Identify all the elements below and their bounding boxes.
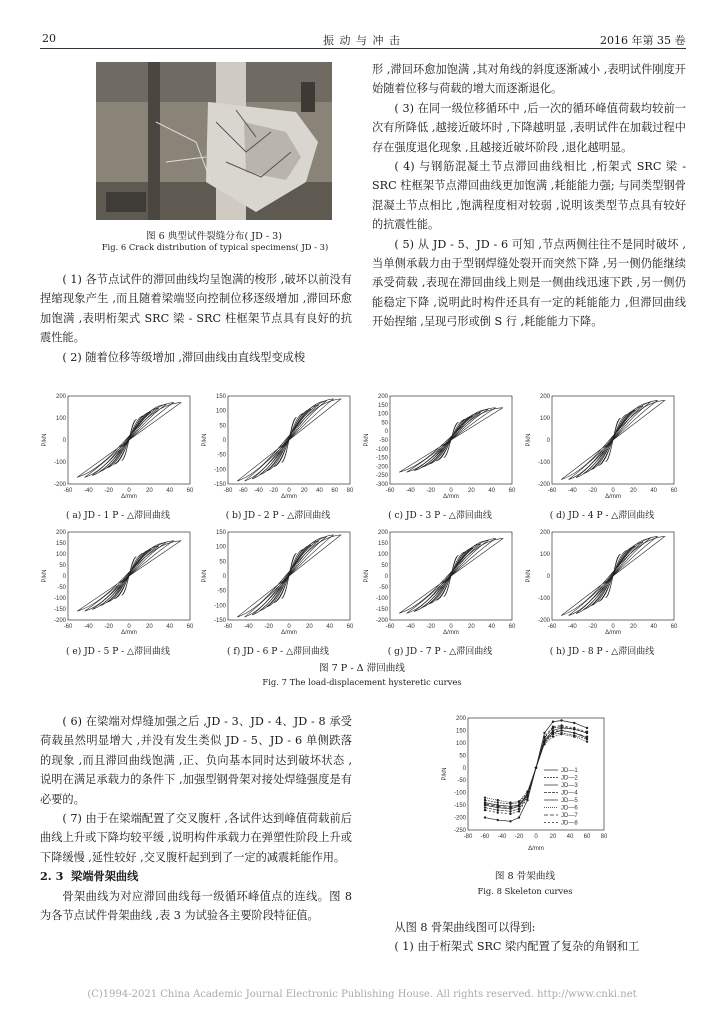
x-tick-label: -40: [497, 834, 507, 840]
skeleton-point: [484, 806, 486, 808]
panel-label-6: ( f) JD - 6 P - △滞回曲线: [227, 647, 329, 657]
skeleton-point: [586, 730, 588, 732]
x-tick-label: 60: [346, 624, 354, 630]
x-tick-label: -40: [567, 624, 577, 630]
crack-photo: [96, 62, 332, 220]
y-tick-label: -100: [213, 467, 226, 474]
skeleton-point: [535, 767, 537, 769]
skeleton-point: [543, 732, 545, 734]
skeleton-point: [586, 740, 588, 742]
hysteresis-svg-8: [524, 528, 679, 636]
figure8-caption-cn: 图 8 骨架曲线: [494, 871, 556, 882]
skeleton-point: [552, 730, 554, 732]
paragraph-6: ( 6) 在梁端对焊缝加强之后 ,JD - 3、JD - 4、JD - 8 承受荷载虽然明显增大 ,并没有发生类似 JD - 5、JD - 6 单侧跌落的现象 ,而且滞回曲线饱满 ,正、负向基本同时达到破坏状态 ,说明在满足承载力的条件下 ,加强型钢骨架对接处焊缝强度是有必要的。: [40, 715, 352, 806]
y-tick-label: -100: [537, 596, 550, 602]
y-tick-label: 50: [219, 423, 226, 430]
x-axis-label: Δ/mm: [605, 630, 621, 636]
skeleton-point: [586, 727, 588, 729]
y-tick-label: -200: [537, 482, 550, 488]
x-tick-label: 80: [346, 488, 354, 494]
figure7-caption-en: Fig. 7 The load-displacement hysteretic curves: [262, 677, 462, 687]
paragraph-10: ( 1) 由于桁架式 SRC 梁内配置了复杂的角钢和工: [394, 940, 640, 954]
x-tick-label: -60: [480, 834, 490, 840]
legend-label: JD—8: [561, 820, 578, 827]
hysteresis-panel-3: [362, 392, 517, 510]
x-tick-label: 60: [508, 624, 516, 630]
y-tick-label: -150: [213, 618, 226, 624]
x-tick-label: 20: [300, 488, 308, 494]
x-tick-label: 0: [534, 834, 538, 840]
x-tick-label: -20: [426, 624, 436, 630]
y-tick-label: 0: [62, 574, 66, 580]
hysteresis-svg-4: [524, 392, 679, 500]
x-tick-label: 20: [145, 624, 153, 630]
y-tick-label: -50: [457, 778, 466, 785]
figure6-caption-en: Fig. 6 Crack distribution of typical specimens( JD - 3): [101, 242, 329, 252]
y-tick-label: 150: [455, 728, 466, 735]
hysteresis-loop: [77, 541, 181, 611]
x-tick-label: 0: [449, 624, 453, 630]
x-tick-label: 60: [186, 488, 194, 494]
hysteresis-panel-4: [524, 392, 679, 510]
x-tick-label: 20: [305, 624, 313, 630]
y-tick-label: 0: [384, 429, 388, 436]
y-axis-label: P/kN: [526, 569, 532, 583]
skeleton-point: [552, 726, 554, 728]
legend-label: JD—6: [561, 805, 578, 812]
x-tick-label: -80: [223, 488, 233, 494]
y-tick-label: 50: [219, 559, 226, 566]
hysteresis-panel-5: [40, 528, 195, 646]
skeleton-point: [543, 743, 545, 745]
hysteresis-panel-8: [524, 528, 679, 646]
x-tick-label: 40: [166, 488, 174, 494]
y-tick-label: -200: [375, 618, 388, 624]
y-tick-label: -150: [375, 455, 388, 462]
x-tick-label: 20: [467, 624, 475, 630]
x-tick-label: -40: [83, 488, 93, 494]
y-axis-label: P/kN: [42, 433, 48, 447]
x-tick-label: -40: [567, 488, 577, 494]
y-axis-label: P/kN: [442, 767, 448, 781]
panel-label-4: ( d) JD - 4 P - △滞回曲线: [549, 511, 655, 521]
skeleton-point: [560, 724, 562, 726]
journal-title: 振 动 与 冲 击: [323, 34, 401, 47]
y-tick-label: 150: [377, 402, 388, 409]
y-axis-label: P/kN: [202, 433, 208, 447]
x-tick-label: -60: [63, 624, 73, 630]
skeleton-point: [560, 719, 562, 721]
x-tick-label: 0: [127, 488, 131, 494]
skeleton-point: [573, 732, 575, 734]
x-tick-label: 0: [449, 488, 453, 494]
y-tick-label: -250: [375, 473, 388, 480]
figure8-chart: [440, 712, 610, 852]
skeleton-point: [526, 796, 528, 798]
y-tick-label: 100: [215, 408, 226, 415]
legend-label: JD—3: [561, 783, 578, 789]
issue-label: 2016 年第 35 卷: [600, 34, 686, 47]
panel-label-3: ( c) JD - 3 P - △滞回曲线: [388, 511, 492, 521]
x-tick-label: 0: [287, 488, 291, 494]
hysteresis-panel-7: [362, 528, 517, 646]
skeleton-point: [552, 721, 554, 723]
y-tick-label: -150: [213, 482, 226, 488]
section-heading: [40, 867, 352, 886]
x-tick-label: -60: [63, 488, 73, 494]
skeleton-point: [518, 804, 520, 806]
x-tick-label: -80: [463, 834, 473, 840]
y-tick-label: 200: [55, 394, 66, 400]
y-tick-label: 0: [222, 574, 226, 580]
x-axis-label: Δ/mm: [528, 846, 544, 852]
y-tick-label: 100: [215, 544, 226, 551]
x-tick-label: 0: [611, 624, 615, 630]
skeleton-point: [509, 801, 511, 803]
legend-label: JD—7: [561, 813, 578, 819]
hysteresis-svg-2: [200, 392, 355, 500]
skeleton-point: [497, 811, 499, 813]
skeleton-point: [509, 813, 511, 815]
y-tick-label: 0: [222, 438, 226, 444]
x-tick-label: 80: [600, 834, 608, 840]
y-tick-label: -150: [453, 803, 466, 810]
y-tick-label: -100: [375, 596, 388, 602]
x-tick-label: 40: [650, 624, 658, 630]
skeleton-point: [509, 806, 511, 808]
y-tick-label: -250: [453, 828, 466, 834]
x-axis-label: Δ/mm: [121, 630, 137, 636]
paragraph-2-cont: 形 ,滞回环愈加饱满 ,其对角线的斜度逐渐减小 ,表明试件刚度开始随着位移与荷载的增大而逐渐退化。: [372, 63, 686, 96]
skeleton-point: [518, 810, 520, 812]
skeleton-point: [497, 799, 499, 801]
x-axis-label: Δ/mm: [281, 630, 297, 636]
skeleton-point: [573, 735, 575, 737]
skeleton-point: [497, 809, 499, 811]
y-tick-label: -100: [375, 446, 388, 453]
y-tick-label: -100: [537, 460, 550, 466]
skeleton-point: [543, 735, 545, 737]
hysteresis-svg-7: [362, 528, 517, 636]
paragraph-9: 从图 8 骨架曲线图可以得到:: [394, 921, 536, 934]
paragraph-1: ( 1) 各节点试件的滞回曲线均呈饱满的梭形 ,破坏以前没有捏缩现象产生 ,而且随着梁端竖向控制位移逐级增加 ,滞回环愈加饱满 ,表明桁架式 SRC 梁 - SRC 柱框架节点具有良好的抗震性能。: [40, 273, 352, 345]
y-tick-label: -200: [53, 482, 66, 488]
x-tick-label: 60: [508, 488, 516, 494]
hysteresis-panel-6: [200, 528, 355, 646]
y-tick-label: 200: [377, 530, 388, 536]
y-tick-label: 100: [455, 740, 466, 747]
y-tick-label: 0: [546, 438, 550, 444]
x-tick-label: -20: [426, 488, 436, 494]
panel-label-2: ( b) JD - 2 P - △滞回曲线: [225, 511, 331, 521]
x-tick-label: -20: [514, 834, 524, 840]
legend-label: JD—2: [561, 775, 578, 782]
skeleton-point: [518, 800, 520, 802]
x-tick-label: 40: [650, 488, 658, 494]
y-tick-label: -200: [375, 464, 388, 471]
y-tick-label: -50: [217, 588, 226, 595]
x-tick-label: -20: [588, 624, 598, 630]
x-tick-label: 20: [145, 488, 153, 494]
x-tick-label: -60: [385, 488, 395, 494]
skeleton-point: [586, 735, 588, 737]
y-tick-label: -50: [57, 585, 66, 591]
y-tick-label: 150: [215, 530, 226, 536]
y-tick-label: -100: [53, 596, 66, 602]
page-number: 20: [42, 32, 56, 45]
x-tick-label: 20: [549, 834, 557, 840]
x-tick-label: 60: [186, 624, 194, 630]
hysteresis-loop: [237, 399, 341, 481]
skeleton-point: [484, 809, 486, 811]
paragraph-4: ( 4) 与钢筋混凝土节点滞回曲线相比 ,桁架式 SRC 梁 - SRC 柱框架节点滞回曲线更加饱满 ,耗能能力强; 与同类型钢骨混凝土节点相比 ,饱满程度相对较弱 ,说明该类型节点具有较好的抗震性能。: [372, 160, 686, 232]
y-axis-label: P/kN: [364, 569, 370, 583]
x-tick-label: -20: [264, 624, 274, 630]
hysteresis-loop: [399, 539, 503, 614]
hysteresis-svg-5: [40, 528, 195, 636]
plot-frame: [468, 718, 604, 830]
y-tick-label: 100: [55, 416, 66, 422]
panel-label-7: ( g) JD - 7 P - △滞回曲线: [387, 647, 493, 657]
skeleton-point: [509, 810, 511, 812]
y-tick-label: 100: [55, 552, 66, 558]
panel-label-5: ( e) JD - 5 P - △滞回曲线: [66, 647, 170, 657]
y-tick-label: -300: [375, 482, 388, 488]
x-tick-label: -20: [104, 624, 114, 630]
x-tick-label: 60: [331, 488, 339, 494]
legend-label: JD—5: [561, 798, 578, 804]
skeleton-point: [573, 727, 575, 729]
x-tick-label: 60: [670, 624, 678, 630]
y-tick-label: 100: [539, 552, 550, 558]
y-tick-label: 50: [59, 563, 66, 569]
y-tick-label: -50: [379, 585, 388, 591]
y-tick-label: -200: [53, 618, 66, 624]
x-axis-label: Δ/mm: [443, 494, 459, 500]
x-tick-label: 20: [467, 488, 475, 494]
x-tick-label: -60: [547, 624, 557, 630]
hysteresis-loop: [237, 535, 341, 617]
x-axis-label: Δ/mm: [443, 630, 459, 636]
hysteresis-loop: [77, 403, 181, 478]
y-tick-label: 50: [381, 420, 388, 427]
paragraph-8: 骨架曲线为对应滞回曲线每一级循环峰值点的连线。图 8 为各节点试件骨架曲线 ,表 3 为试验各主要阶段特征值。: [40, 889, 352, 923]
y-axis-label: P/kN: [364, 433, 370, 447]
x-tick-label: 60: [583, 834, 591, 840]
x-tick-label: -20: [104, 488, 114, 494]
y-tick-label: 50: [459, 753, 466, 760]
skeleton-point: [497, 819, 499, 821]
y-axis-label: P/kN: [202, 569, 208, 583]
hysteresis-loop: [399, 408, 503, 473]
y-axis-label: P/kN: [42, 569, 48, 583]
x-tick-label: 40: [326, 624, 334, 630]
x-tick-label: 40: [488, 488, 496, 494]
x-tick-label: -60: [238, 488, 248, 494]
y-tick-label: 200: [377, 394, 388, 400]
figure6-caption-cn: 图 6 典型试件裂缝分布( JD - 3): [145, 231, 283, 242]
panel-label-8: ( h) JD - 8 P - △滞回曲线: [549, 647, 655, 657]
y-tick-label: -100: [453, 790, 466, 797]
y-tick-label: 200: [55, 530, 66, 536]
x-tick-label: 40: [316, 488, 323, 494]
x-tick-label: -40: [83, 624, 93, 630]
x-tick-label: -40: [254, 488, 263, 494]
y-tick-label: -200: [537, 618, 550, 624]
skeleton-point: [543, 739, 545, 741]
x-tick-label: -60: [547, 488, 557, 494]
hysteresis-svg-3: [362, 392, 517, 500]
x-tick-label: -20: [588, 488, 598, 494]
x-tick-label: -40: [243, 624, 253, 630]
figure7-caption-cn: 图 7 P - Δ 滞回曲线: [319, 663, 405, 674]
x-tick-label: 0: [611, 488, 615, 494]
x-tick-label: 40: [166, 624, 174, 630]
skeleton-point: [518, 816, 520, 818]
y-tick-label: 0: [384, 574, 388, 580]
y-tick-label: -50: [217, 452, 226, 459]
x-tick-label: 0: [287, 624, 291, 630]
skeleton-point: [573, 722, 575, 724]
x-tick-label: 20: [629, 624, 637, 630]
y-tick-label: 200: [539, 530, 550, 536]
y-tick-label: 100: [377, 411, 388, 418]
section-title: 梁端骨架曲线: [71, 869, 139, 884]
hysteresis-loop: [561, 536, 665, 615]
section-number: 2. 3: [40, 869, 64, 884]
skeleton-point: [552, 735, 554, 737]
x-tick-label: -20: [269, 488, 279, 494]
y-tick-label: 100: [539, 416, 550, 422]
skeleton-point: [484, 796, 486, 798]
x-tick-label: -60: [385, 624, 395, 630]
y-tick-label: 200: [539, 394, 550, 400]
skeleton-point: [560, 733, 562, 735]
skeleton-point: [484, 816, 486, 818]
y-tick-label: -200: [453, 815, 466, 822]
y-tick-label: 0: [462, 765, 466, 772]
legend-label: JD—4: [561, 790, 578, 797]
y-tick-label: -100: [213, 603, 226, 610]
figure8-caption-en: Fig. 8 Skeleton curves: [477, 886, 573, 896]
x-tick-label: 60: [670, 488, 678, 494]
y-tick-label: -100: [53, 460, 66, 466]
panel-label-1: ( a) JD - 1 P - △滞回曲线: [65, 511, 171, 521]
x-axis-label: Δ/mm: [281, 494, 297, 500]
y-tick-label: 200: [455, 716, 466, 722]
x-tick-label: 0: [127, 624, 131, 630]
x-axis-label: Δ/mm: [605, 494, 621, 500]
y-tick-label: 0: [546, 574, 550, 580]
x-tick-label: 20: [629, 488, 637, 494]
y-tick-label: -50: [379, 438, 388, 444]
x-tick-label: 40: [488, 624, 496, 630]
x-tick-label: -60: [223, 624, 233, 630]
skeleton-point: [497, 801, 499, 803]
y-tick-label: 150: [55, 541, 66, 547]
paragraph-5: ( 5) 从 JD - 5、JD - 6 可知 ,节点两侧往往不是同时破坏 ,当单侧承载力由于型钢焊缝处裂开而突然下降 ,另一侧仍能继续承受荷载 ,表现在滞回曲线上则是一侧曲线迅速下跌 ,另一侧仍能稳定下降 ,说明此时构件还具有一定的耗能能力 ,但滞回曲线开始捏缩 ,呈现弓形或倒 S 行 ,耗能能力下降。: [372, 237, 686, 329]
paragraph-7: ( 7) 由于在梁端配置了交叉腹杆 ,各试件达到峰值荷载前后曲线上升或下降均较平缓 ,说明构件承载力在弹塑性阶段上升或下降缓慢 ,延性较好 ,交叉腹杆起到到了一定的减震耗能作用。: [40, 812, 352, 864]
y-tick-label: -150: [375, 607, 388, 613]
x-tick-label: -40: [405, 624, 415, 630]
skeleton-point: [484, 803, 486, 805]
paragraph-3: ( 3) 在同一级位移循环中 ,后一次的循环峰值荷载均较前一次有所降低 ,越接近破坏时 ,下降越明显 ,表明试件在加载过程中存在强度退化现象 ,且越接近破坏阶段 ,退化越明显。: [372, 101, 686, 154]
hysteresis-panel-1: [40, 392, 195, 510]
y-tick-label: -150: [53, 607, 66, 613]
y-tick-label: 150: [215, 394, 226, 400]
y-tick-label: 150: [377, 541, 388, 547]
header-rule: [40, 48, 686, 49]
hysteresis-loop: [561, 400, 665, 479]
y-tick-label: 50: [381, 563, 388, 569]
x-axis-label: Δ/mm: [121, 494, 137, 500]
skeleton-point: [560, 729, 562, 731]
y-tick-label: 0: [62, 438, 66, 444]
paragraph-2: ( 2) 随着位移等级增加 ,滞回曲线由直线型变成梭: [62, 350, 306, 364]
skeleton-point: [484, 799, 486, 801]
x-tick-label: 40: [566, 834, 574, 840]
x-tick-label: -40: [405, 488, 415, 494]
copyright-footer: (C)1994-2021 China Academic Journal Electronic Publishing House. All rights reserved. http://www.cnki.net: [87, 989, 637, 1000]
hysteresis-svg-1: [40, 392, 195, 500]
y-tick-label: 100: [377, 552, 388, 558]
skeleton-point: [509, 820, 511, 822]
y-axis-label: P/kN: [526, 433, 532, 447]
skeleton-point: [497, 805, 499, 807]
legend-label: JD—1: [561, 768, 578, 774]
hysteresis-svg-6: [200, 528, 355, 636]
hysteresis-panel-2: [200, 392, 355, 510]
